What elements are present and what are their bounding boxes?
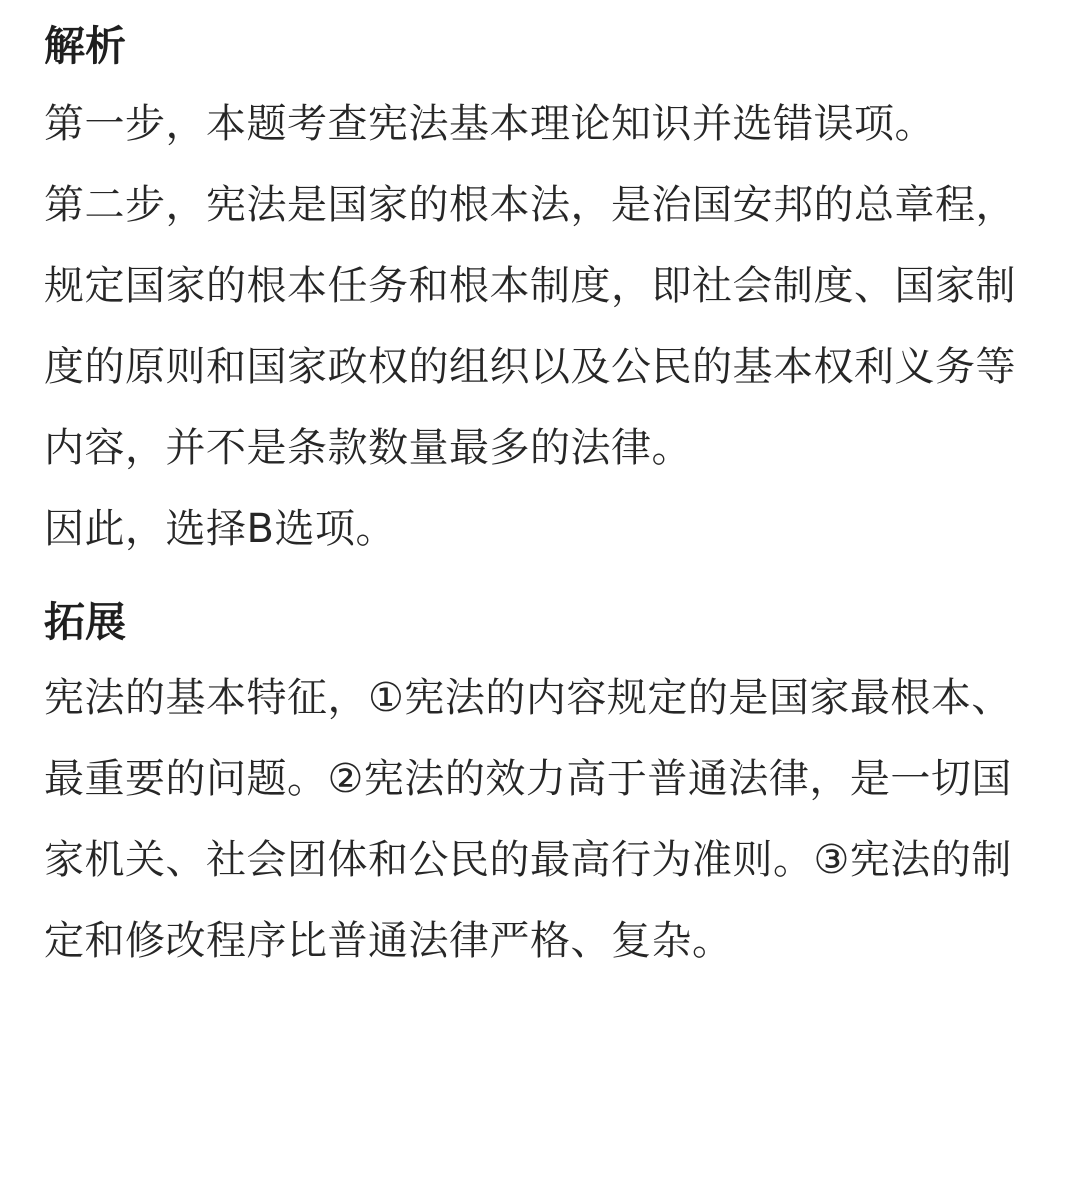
extension-title: 拓展 [44,598,126,646]
extension-paragraph: 宪法的基本特征，①宪法的内容规定的是国家最根本、最重要的问题。②宪法的效力高于普通法律，是一切国家机关、社会团体和公民的最高行为准则。③宪法的制定和修改程序比普通法律严格、复杂。 [44,675,1012,964]
analysis-section [44,10,1036,570]
analysis-step-one: 第一步，本题考查宪法基本理论知识并选错误项。 [44,101,935,147]
analysis-step-two: 第二步，宪法是国家的根本法，是治国安邦的总章程，规定国家的根本任务和根本制度，即社会制度、国家制度的原则和国家政权的组织以及公民的基本权利义务等内容，并不是条款数量最多的法律。 [44,182,1016,471]
analysis-conclusion: 因此，选择B选项。 [44,506,396,552]
extension-section [44,586,1036,982]
section-spacer [44,570,1036,586]
analysis-title: 解析 [44,22,126,70]
